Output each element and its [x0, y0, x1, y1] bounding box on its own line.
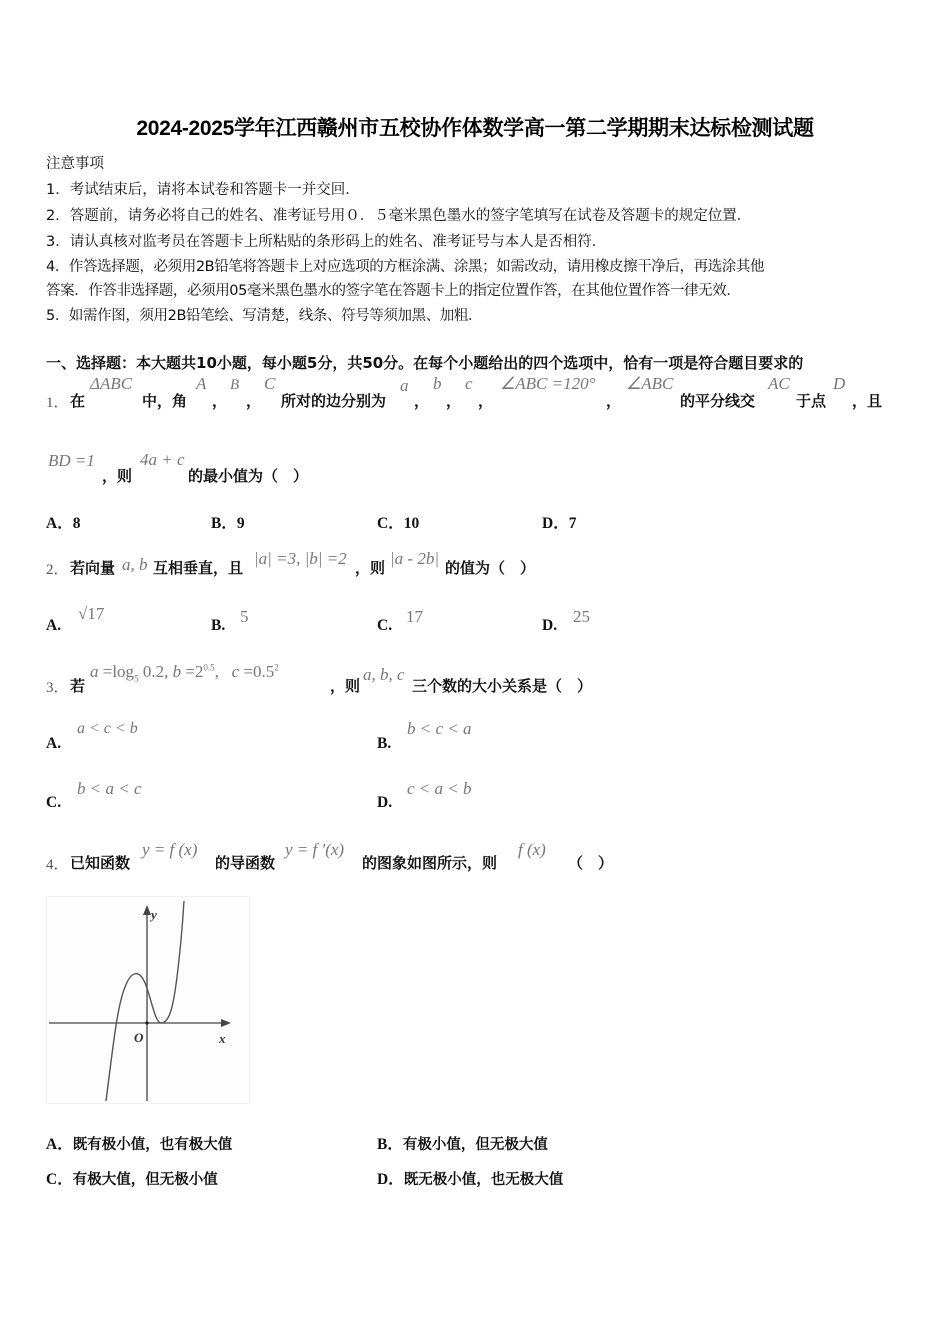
note-item: 4．作答选择题，必须用2B铅笔将答题卡上对应选项的方框涂满、涂黑；如需改动，请用橡皮擦干净后，再选涂其他: [46, 259, 765, 275]
question-text: ，: [478, 392, 494, 410]
question-text: 中，角: [142, 392, 188, 410]
math-expr: |a - 2b|: [390, 549, 440, 568]
option-d-value: 25: [573, 607, 590, 626]
section-heading: 一、选择题：本大题共10小题，每小题5分，共50分。在每个小题给出的四个选项中，恰有一项是符合题目要求的: [46, 354, 804, 372]
question-text: ，则: [330, 677, 361, 695]
question-text: 在: [70, 392, 86, 410]
math-expr: ∠ABC: [626, 374, 674, 393]
math-expr: b: [433, 374, 442, 393]
option-d[interactable]: D.: [377, 794, 393, 811]
option-a-value: √17: [78, 604, 105, 623]
question-text: 的导函数: [215, 854, 276, 872]
note-item: 1．考试结束后，请将本试卷和答题卡一并交回．: [46, 182, 360, 198]
origin-label: O: [134, 1030, 144, 1045]
x-axis-label: x: [219, 1031, 226, 1046]
math-expr: y = f (x): [142, 840, 198, 859]
math-expr: |a| =3, |b| =2: [254, 549, 347, 568]
notes-heading: 注意事项: [46, 156, 104, 172]
question-text: 的最小值为（ ）: [188, 467, 309, 485]
option-c-value: b < a < c: [77, 779, 142, 798]
option-b-value: 5: [240, 607, 249, 626]
option-a[interactable]: A．8: [46, 515, 81, 532]
question-text: 的图象如图所示，则: [362, 854, 498, 872]
option-c[interactable]: C．10: [377, 515, 420, 532]
option-b-value: b < c < a: [407, 719, 472, 738]
math-expr: 4a + c: [140, 450, 185, 469]
question-text: 三个数的大小关系是（ ）: [412, 677, 593, 695]
derivative-graph: [46, 896, 250, 1104]
option-b[interactable]: B．有极小值，但无极大值: [377, 1136, 548, 1153]
option-c[interactable]: C.: [46, 794, 62, 811]
option-d[interactable]: D．既无极小值，也无极大值: [377, 1171, 564, 1188]
math-expr: ∠ABC =120°: [500, 374, 596, 393]
question-text: ，则: [355, 559, 386, 577]
question-text: ，: [246, 392, 262, 410]
math-expr: B: [230, 377, 240, 393]
note-item: 答案．作答非选择题，必须用05毫米黑色墨水的签字笔在答题卡上的指定位置作答，在其他位置作答一律无效．: [46, 283, 741, 299]
math-expr: a: [400, 376, 409, 395]
note-item: 3．请认真核对监考员在答题卡上所粘贴的条形码上的姓名、准考证号与本人是否相符．: [46, 234, 607, 250]
math-expr: ΔABC: [90, 374, 133, 393]
question-number: 1．: [46, 395, 69, 411]
question-text: ，且: [852, 392, 883, 410]
math-expr: C: [264, 374, 276, 393]
question-text: 已知函数: [70, 854, 131, 872]
question-number: 4．: [46, 857, 69, 873]
math-expr: a, b: [122, 555, 148, 574]
math-expr: f (x): [518, 840, 546, 859]
note-item: 5．如需作图，须用2B铅笔绘、写清楚，线条、符号等须加黑、加粗．: [46, 308, 483, 324]
option-d-value: c < a < b: [407, 779, 472, 798]
question-text: 若向量: [70, 559, 116, 577]
question-text: 互相垂直，且: [153, 559, 244, 577]
math-expr: AC: [768, 374, 790, 393]
option-a[interactable]: A.: [46, 617, 62, 634]
question-text: ，则: [102, 467, 133, 485]
note-item: 2．答题前，请务必将自己的姓名、准考证号用０．５毫米黑色墨水的签字笔填写在试卷及答题卡的规定位置．: [46, 208, 752, 224]
question-text: 若: [70, 677, 86, 695]
question-text: （ ）: [568, 854, 614, 872]
option-b[interactable]: B.: [211, 617, 226, 634]
math-expr: D: [833, 374, 846, 393]
page-title: 2024-2025学年江西赣州市五校协作体数学高一第二学期期末达标检测试题: [136, 117, 814, 140]
option-a-value: a < c < b: [77, 720, 138, 737]
question-number: 3．: [46, 680, 69, 696]
math-expr: A: [196, 374, 207, 393]
question-text: 的值为（ ）: [445, 559, 536, 577]
question-text: ，: [414, 392, 430, 410]
option-a[interactable]: A．既有极小值，也有极大值: [46, 1136, 233, 1153]
y-axis-label: y: [151, 907, 157, 922]
math-expr: c: [465, 374, 473, 393]
option-a[interactable]: A.: [46, 735, 62, 752]
option-c[interactable]: C.: [377, 617, 393, 634]
derivative-curve-figure: [47, 897, 249, 1103]
math-expr: BD =1: [48, 451, 95, 470]
option-c-value: 17: [406, 607, 423, 626]
question-text: 于点: [796, 392, 827, 410]
option-d[interactable]: D.: [542, 617, 558, 634]
option-c[interactable]: C．有极大值，但无极小值: [46, 1171, 218, 1188]
option-b[interactable]: B．9: [211, 515, 245, 532]
question-number: 2．: [46, 562, 69, 578]
option-d[interactable]: D．7: [542, 515, 577, 532]
question-text: 所对的边分别为: [281, 392, 387, 410]
question-text: ，: [212, 392, 228, 410]
question-text: ，: [606, 392, 622, 410]
math-expr: y = f ′(x): [285, 840, 345, 859]
question-text: ，: [446, 392, 462, 410]
math-expr: a, b, c: [363, 665, 405, 684]
math-expr: $a =\log_5$ 0.2, $b =2^{0.5}$, $c =0.5^2$: [90, 662, 279, 684]
question-text: 的平分线交: [680, 392, 756, 410]
option-b[interactable]: B.: [377, 735, 392, 752]
